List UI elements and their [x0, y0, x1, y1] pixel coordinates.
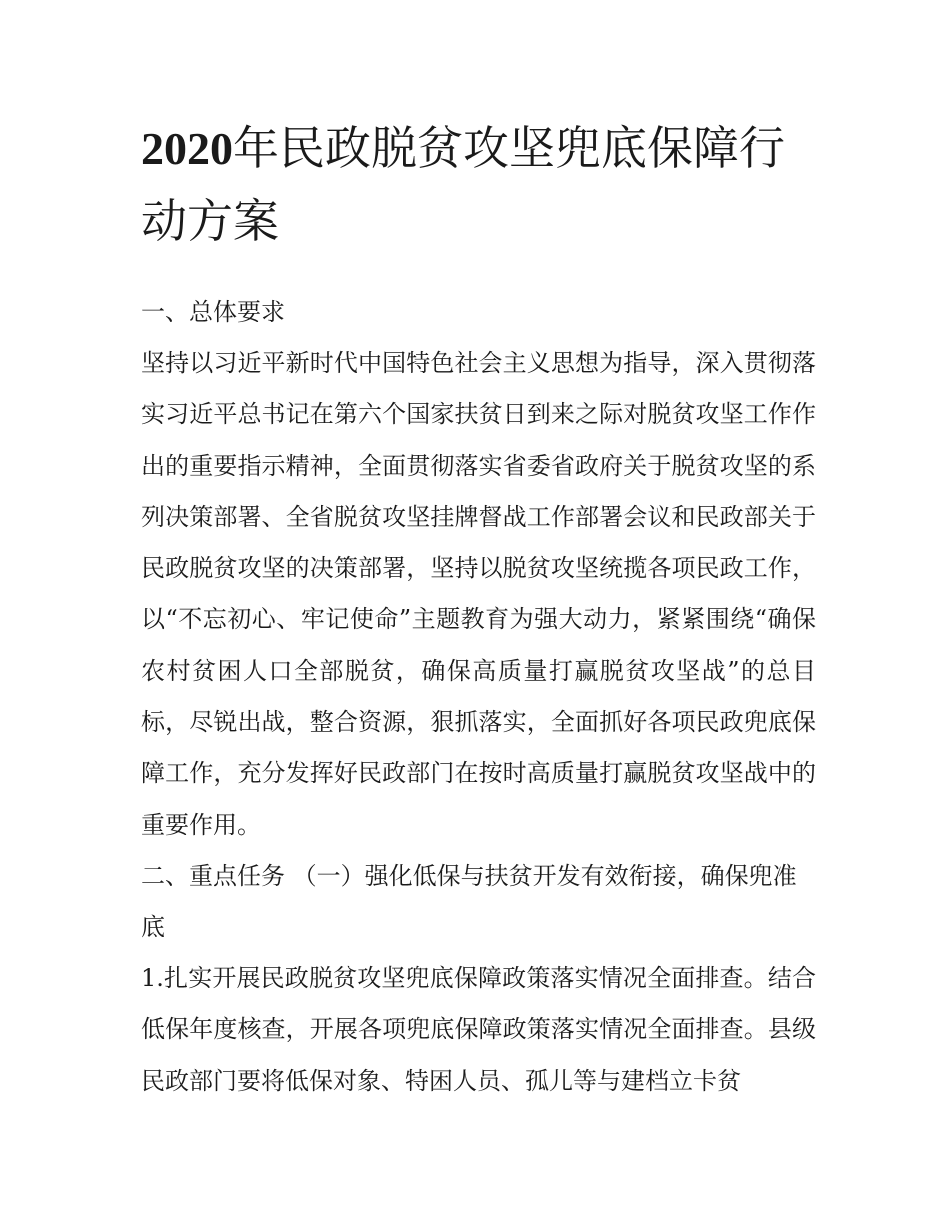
- section-paragraph-general-requirements: 坚持以习近平新时代中国特色社会主义思想为指导，深入贯彻落实习近平总书记在第六个国家扶贫日到来之际对脱贫攻坚工作作出的重要指示精神，全面贯彻落实省委省政府关于脱贫攻坚的系列决策部署、全省脱贫攻坚挂牌督战工作部署会议和民政部关于民政脱贫攻坚的决策部署，坚持以脱贫攻坚统揽各项民政工作，以“不忘初心、牢记使命”主题教育为强大动力，紧紧围绕“确保农村贫困人口全部脱贫，确保高质量打赢脱贫攻坚战”的总目标，尽锐出战，整合资源，狠抓落实，全面抓好各项民政兜底保障工作，充分发挥好民政部门在按时高质量打赢脱贫攻坚战中的重要作用。: [141, 349, 816, 839]
- title-text: 年民政脱贫攻坚兜底保障行动方案: [141, 121, 785, 248]
- task-item-1-paragraph: 1.扎实开展民政脱贫攻坚兜底保障政策落实情况全面排查。结合低保年度核查，开展各项兜底保障政策落实情况全面排查。县级民政部门要将低保对象、特困人员、孤儿等与建档立卡贫: [141, 963, 816, 1095]
- section-heading-general-requirements: 一、总体要求: [141, 298, 285, 326]
- title-year: 2020: [141, 123, 233, 174]
- document-page: [141, 112, 816, 1107]
- document-title: [141, 112, 816, 257]
- section-heading-key-tasks: 二、重点任务 （一）强化低保与扶贫开发有效衔接，确保兜准底: [141, 861, 797, 941]
